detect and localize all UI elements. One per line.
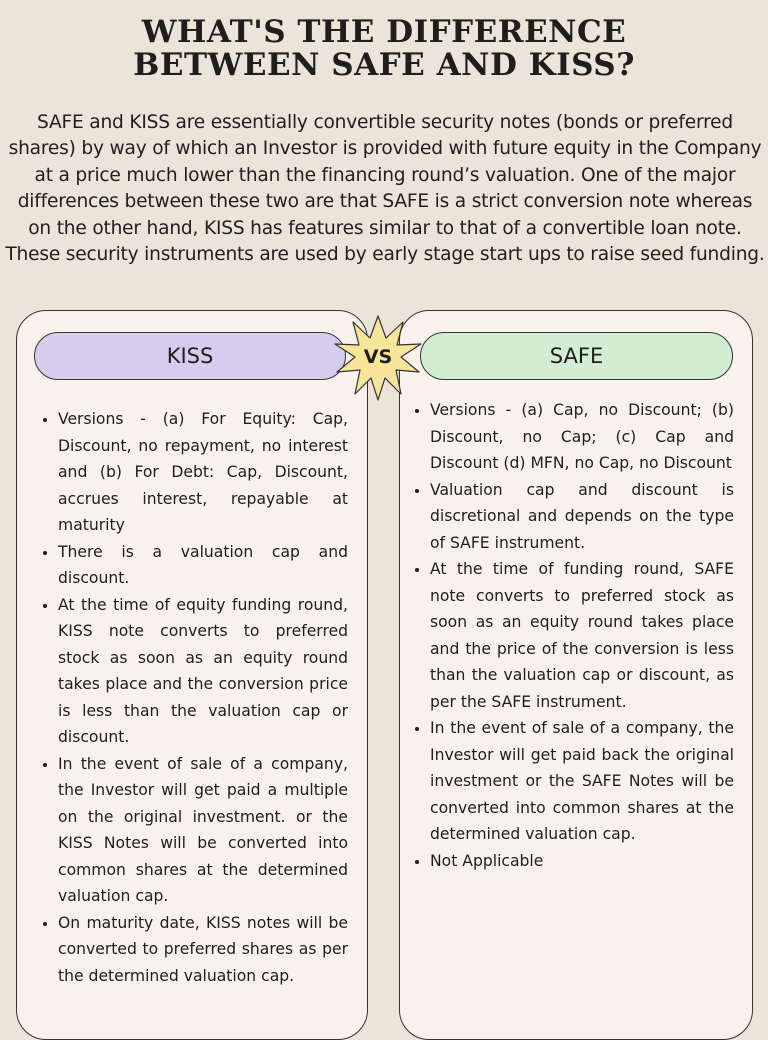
list-item: • On maturity date, KISS notes will be converted to preferred shares as per the determined valuation cap. bbox=[58, 910, 348, 990]
vs-label: VS bbox=[363, 346, 393, 368]
list-item: • Versions - (a) For Equity: Cap, Discount, no repayment, no interest and (b) For Debt: Cap, Discount, accrues interest, repayable at maturity bbox=[58, 406, 348, 539]
kiss-heading-pill bbox=[34, 332, 346, 380]
list-item: • At the time of equity funding round, KISS note converts to preferred stock as soon as an equity round takes place and the conversion price is less than the valuation cap or discount. bbox=[58, 592, 348, 751]
list-item: • In the event of sale of a company, the Investor will get paid a multiple on the original investment. or the KISS Notes will be converted into common shares at the determined valuation cap. bbox=[58, 751, 348, 910]
kiss-heading: KISS bbox=[166, 344, 214, 368]
intro-paragraph: SAFE and KISS are essentially convertible security notes (bonds or preferred shares) by way of which an Investor is provided with future equity in the Company at a price much lower than the financing round’s valuation. One of the major differences between these two are that SAFE is a strict conversion note whereas on the other hand, KISS has features similar to that of a convertible loan note. These security instruments are used by early stage start ups to raise seed funding. bbox=[5, 112, 765, 266]
page-title bbox=[0, 16, 768, 82]
kiss-points-list bbox=[36, 406, 348, 989]
title-line-2: BETWEEN SAFE AND KISS? bbox=[133, 47, 635, 83]
list-item: • Not Applicable bbox=[430, 848, 734, 875]
safe-points-list bbox=[408, 397, 734, 874]
safe-heading-pill bbox=[420, 332, 733, 380]
list-item: • At the time of funding round, SAFE note converts to preferred stock as soon as an equity round takes place and the price of the conversion is less than the valuation cap or discount, as per the SAFE instrument. bbox=[430, 556, 734, 715]
list-item: • Valuation cap and discount is discretional and depends on the type of SAFE instrument. bbox=[430, 477, 734, 557]
list-item: • There is a valuation cap and discount. bbox=[58, 539, 348, 592]
list-item: • Versions - (a) Cap, no Discount; (b) Discount, no Cap; (c) Cap and Discount (d) MFN, no Cap, no Discount bbox=[430, 397, 734, 477]
safe-heading: SAFE bbox=[549, 344, 604, 368]
list-item: • In the event of sale of a company, the Investor will get paid back the original investment or the SAFE Notes will be converted into common shares at the determined valuation cap. bbox=[430, 715, 734, 848]
title-line-1: WHAT'S THE DIFFERENCE bbox=[141, 14, 627, 50]
